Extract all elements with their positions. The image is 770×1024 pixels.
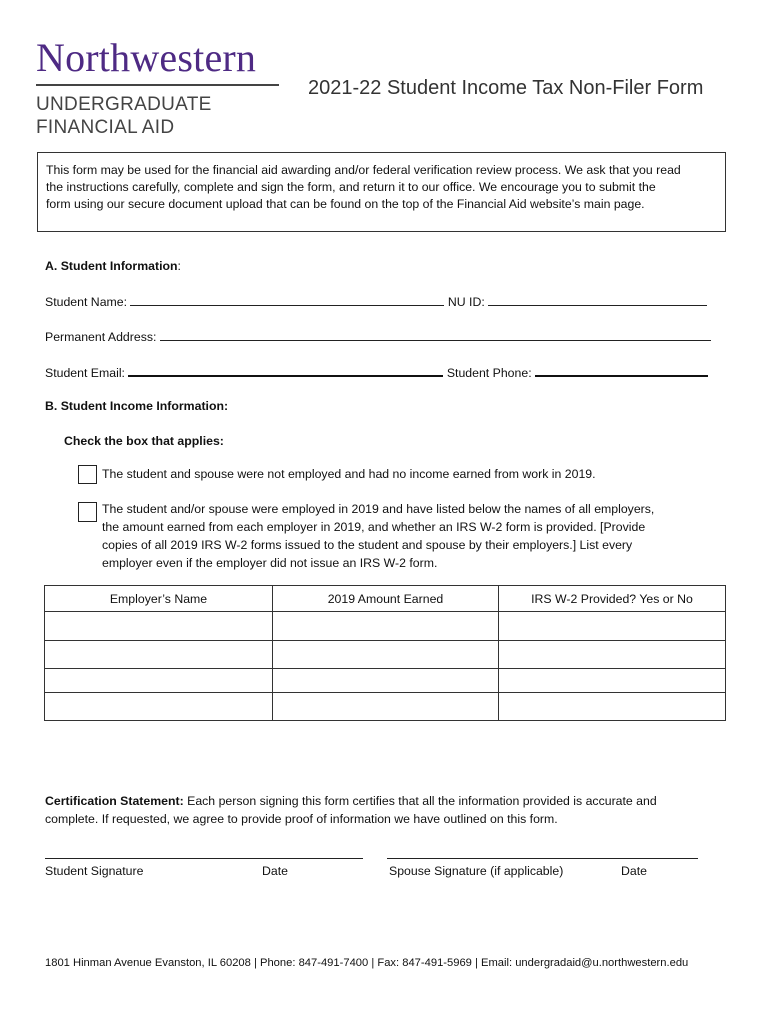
address-label: Permanent Address:: [45, 330, 157, 344]
amount-earned-cell[interactable]: [273, 612, 499, 641]
option-employed-label: [102, 500, 654, 572]
employer-name-cell[interactable]: [45, 693, 273, 721]
student-date-label: Date: [262, 864, 288, 878]
form-title: 2021-22 Student Income Tax Non-Filer Form: [308, 77, 704, 99]
employer-table: [44, 585, 726, 721]
employer-name-cell[interactable]: [45, 612, 273, 641]
amount-earned-cell[interactable]: [273, 693, 499, 721]
section-a-heading: [45, 258, 181, 275]
certification-line-1: [45, 793, 657, 810]
spouse-date-label: Date: [621, 864, 647, 878]
student-name-row: [45, 293, 707, 311]
student-name-field[interactable]: [130, 293, 444, 306]
phone-label: Student Phone:: [446, 366, 532, 380]
intro-line-2: the instructions carefully, complete and sign the form, and return it to our office. We encourage you to submit the: [46, 180, 656, 194]
student-signature-label: Student Signature: [45, 864, 144, 878]
spouse-signature-line[interactable]: [387, 858, 698, 859]
certification-text-1: Each person signing this form certifies that all the information provided is accurate and: [183, 794, 657, 808]
email-field[interactable]: [128, 363, 443, 377]
intro-line-3: form using our secure document upload that can be found on the top of the Financial Aid website’s main page.: [46, 197, 645, 211]
email-label: Student Email:: [45, 366, 125, 380]
intro-box: [37, 152, 726, 232]
student-name-label: Student Name:: [45, 295, 128, 309]
address-row: [45, 328, 711, 346]
check-instruction: Check the box that applies:: [64, 434, 224, 448]
table-row: [45, 641, 726, 669]
amount-earned-cell[interactable]: [273, 669, 499, 693]
email-phone-row: [45, 363, 708, 382]
w2-provided-cell[interactable]: [499, 641, 726, 669]
w2-provided-cell[interactable]: [499, 693, 726, 721]
brand-subtitle-line2: FINANCIAL AID: [36, 117, 175, 138]
employer-name-cell[interactable]: [45, 669, 273, 693]
section-a-heading-colon: :: [177, 259, 181, 273]
header-amount-earned: 2019 Amount Earned: [273, 586, 499, 612]
option-no-income-label: The student and spouse were not employed and had no income earned from work in 2019.: [102, 467, 596, 481]
header-w2-provided: IRS W-2 Provided? Yes or No: [499, 586, 726, 612]
employer-name-cell[interactable]: [45, 641, 273, 669]
header-employer-name: Employer’s Name: [45, 586, 273, 612]
student-signature-line[interactable]: [45, 858, 363, 859]
nu-id-label: NU ID:: [447, 295, 485, 309]
spouse-signature-label: Spouse Signature (if applicable): [389, 864, 564, 878]
option-employed-line-1: The student and/or spouse were employed in 2019 and have listed below the names of all employers,: [102, 502, 655, 516]
option-employed-line-4: employer even if the employer did not issue an IRS W-2 form.: [102, 556, 438, 570]
certification-line-2: complete. If requested, we agree to provide proof of information we have outlined on this form.: [45, 812, 558, 826]
option-no-income-checkbox[interactable]: [78, 465, 97, 484]
brand-divider: [36, 84, 279, 86]
table-row: [45, 612, 726, 641]
brand-subtitle-line1: UNDERGRADUATE: [36, 94, 212, 115]
certification-label: Certification Statement:: [45, 794, 184, 808]
employer-table-header: [45, 586, 726, 612]
w2-provided-cell[interactable]: [499, 669, 726, 693]
option-employed-checkbox[interactable]: [78, 502, 97, 522]
brand-logo-wordmark: Northwestern: [36, 35, 257, 80]
amount-earned-cell[interactable]: [273, 641, 499, 669]
option-employed-line-3: copies of all 2019 IRS W-2 forms issued to the student and spouse by their employers.] List every: [102, 538, 633, 552]
option-employed-line-2: the amount earned from each employer in 2019, and whether an IRS W-2 form is provided. [Provide: [102, 520, 646, 534]
phone-field[interactable]: [535, 363, 708, 377]
table-row: [45, 693, 726, 721]
section-b-heading: B. Student Income Information:: [45, 399, 229, 413]
intro-line-1: This form may be used for the financial aid awarding and/or federal verification review process. We ask that you read: [46, 163, 681, 177]
nu-id-field[interactable]: [488, 293, 707, 306]
w2-provided-cell[interactable]: [499, 612, 726, 641]
section-a-heading-text: A. Student Information: [45, 259, 178, 273]
address-field[interactable]: [160, 328, 711, 341]
table-row: [45, 669, 726, 693]
footer-contact: 1801 Hinman Avenue Evanston, IL 60208 | Phone: 847-491-7400 | Fax: 847-491-5969 | Email: undergradaid@u.northwestern.edu: [45, 957, 689, 969]
